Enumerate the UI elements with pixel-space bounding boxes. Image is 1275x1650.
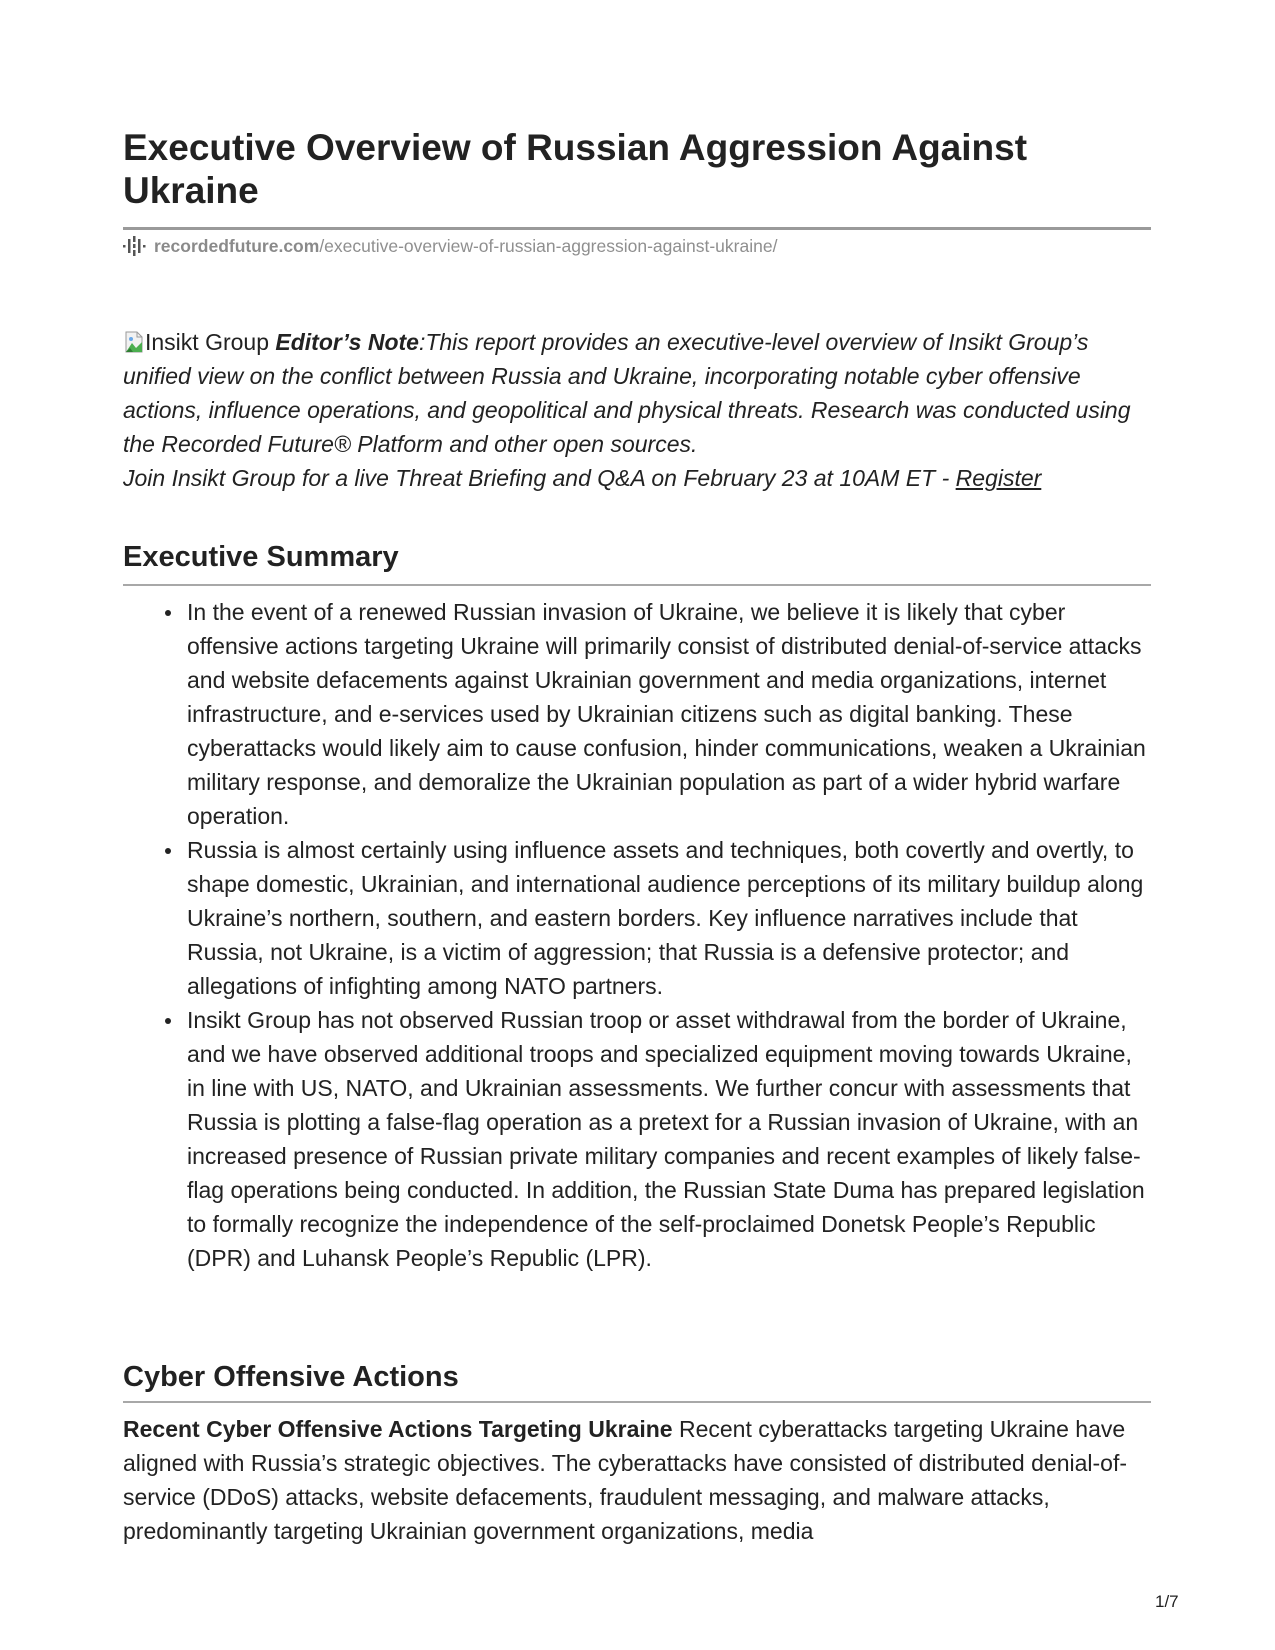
list-item — [187, 1003, 1151, 1275]
executive-summary-list — [123, 595, 1151, 1275]
list-item-text: Russia is almost certainly using influence assets and techniques, both covertly and overtly, to shape domestic, Ukrainian, and international audience perceptions of its military buildup along Ukraine’s northern, southern, and eastern borders. Key influence narratives include that Russia, not Ukraine, is a victim of aggression; that Russia is a defensive protector; and allegations of infighting among NATO partners. — [187, 837, 1144, 999]
editors-note-label: Editor’s Note — [275, 329, 419, 355]
bullet-icon — [165, 848, 171, 854]
list-item-text: Insikt Group has not observed Russian troop or asset withdrawal from the border of Ukraine, and we have observed additional troops and specialized equipment moving towards Ukraine, in line with US, NATO, and Ukrainian assessments. We further concur with assessments that Russia is plotting a false-flag operation as a pretext for a Russian invasion of Ukraine, with an increased presence of Russian private military companies and recent examples of likely false-flag operations being conducted. In addition, the Russian State Duma has prepared legislation to formally recognize the independence of the self-proclaimed Donetsk People’s Republic (DPR) and Luhansk People’s Republic (LPR). — [187, 1007, 1145, 1271]
briefing-text: Join Insikt Group for a live Threat Briefing and Q&A on February 23 at 10AM ET - — [123, 465, 956, 491]
image-alt-text: Insikt Group — [145, 329, 269, 355]
list-item — [187, 595, 1151, 833]
bullet-icon — [165, 610, 171, 616]
title-divider — [123, 227, 1151, 230]
section-divider — [123, 584, 1151, 586]
list-item — [187, 833, 1151, 1003]
editors-note-text: :This report provides an executive-level overview of Insikt Group’s unified view on the conflict between Russia and Ukraine, incorporating notable cyber offensive actions, influence operations, and geopolitical and physical threats. Research was conducted using the Recorded Future® Platform and other open sources. — [123, 329, 1131, 457]
document-title: Executive Overview of Russian Aggression Against Ukraine — [123, 127, 1028, 211]
cyber-offensive-paragraph — [123, 1412, 1151, 1548]
source-path[interactable]: /executive-overview-of-russian-aggression-against-ukraine/ — [319, 235, 778, 256]
source-domain[interactable]: recordedfuture.com — [154, 235, 320, 256]
editors-note — [123, 325, 1151, 495]
paragraph-text: Recent cyberattacks targeting Ukraine have aligned with Russia’s strategic objectives. The cyberattacks have consisted of distributed denial-of-service (DDoS) attacks, website defacements, fraudulent messaging, and malware attacks, predominantly targeting Ukrainian government organizations, media — [123, 1416, 1128, 1544]
bullet-icon — [165, 1018, 171, 1024]
page-number: 1/7 — [1155, 1592, 1179, 1611]
section-heading-executive-summary: Executive Summary — [123, 541, 399, 573]
list-item-text: In the event of a renewed Russian invasion of Ukraine, we believe it is likely that cyber offensive actions targeting Ukraine will primarily consist of distributed denial-of-service attacks and website defacements against Ukrainian government and media organizations, internet infrastructure, and e-services used by Ukrainian citizens such as digital banking. These cyberattacks would likely aim to cause confusion, hinder communications, weaken a Ukrainian military response, and demoralize the Ukrainian population as part of a wider hybrid warfare operation. — [187, 599, 1146, 829]
broken-image-icon — [123, 331, 145, 353]
recorded-future-logo-icon — [123, 236, 148, 256]
section-divider — [123, 1401, 1151, 1403]
paragraph-lead: Recent Cyber Offensive Actions Targeting Ukraine — [123, 1416, 673, 1442]
source-url[interactable] — [123, 235, 777, 257]
register-link[interactable]: Register — [955, 465, 1042, 491]
section-heading-cyber-offensive-actions: Cyber Offensive Actions — [123, 1361, 459, 1393]
